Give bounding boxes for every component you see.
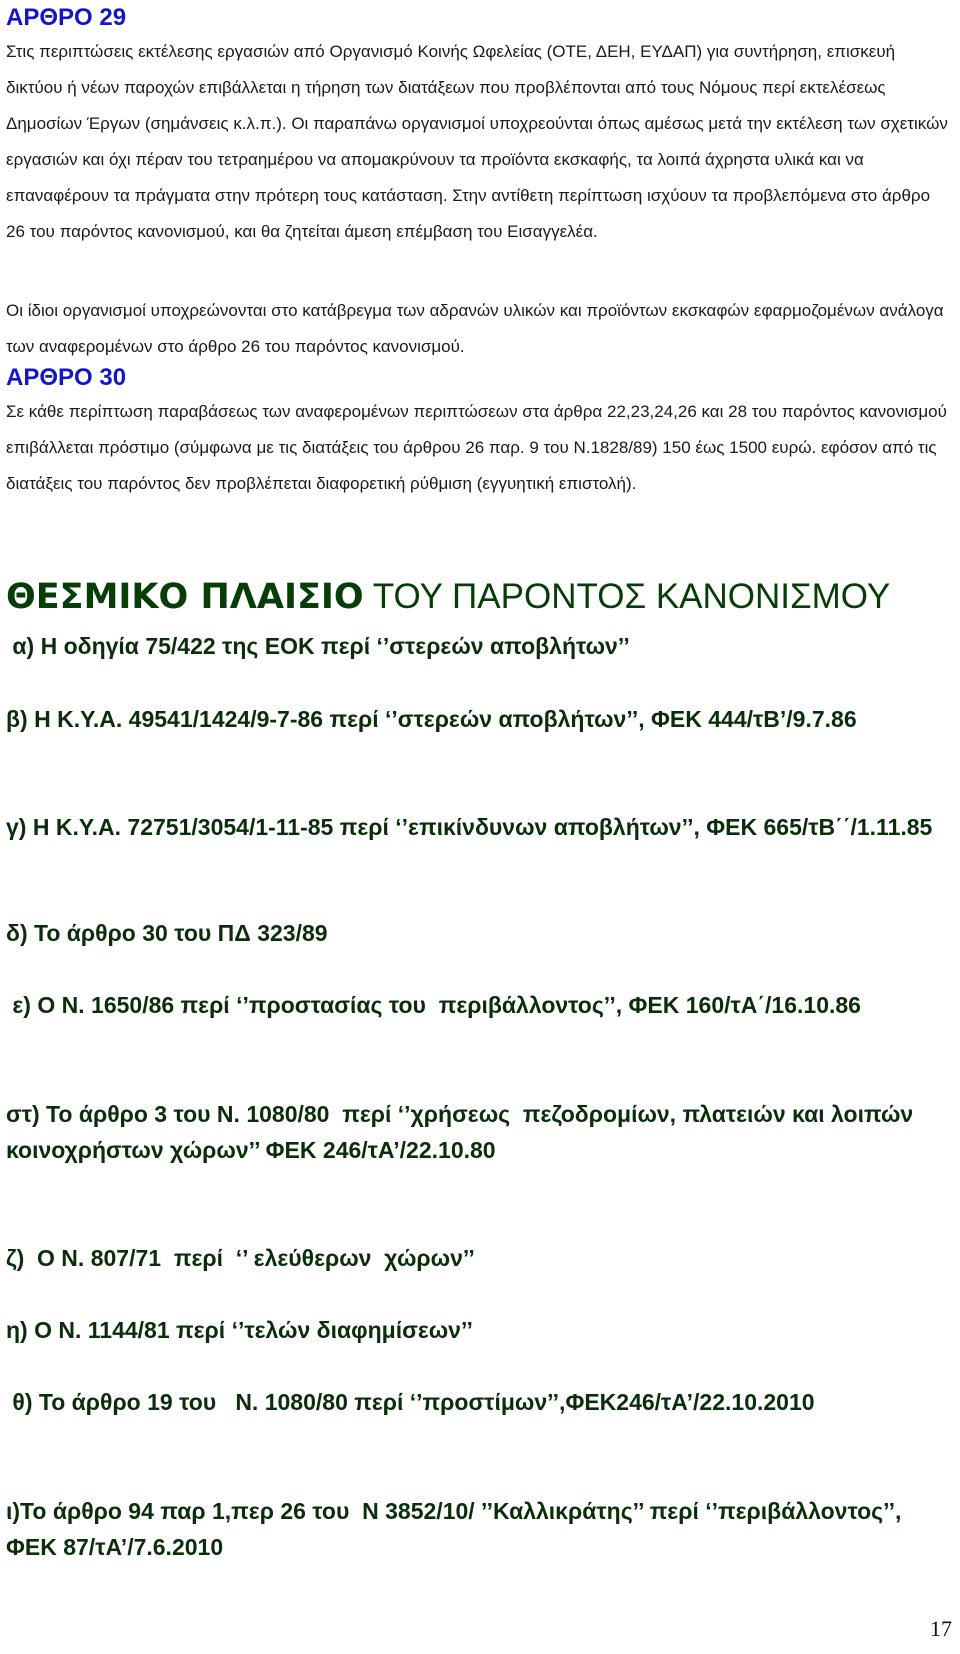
law-item-d: δ) Το άρθρο 30 του ΠΔ 323/89 [6,920,328,946]
law-item-h: η) Ο Ν. 1144/81 περί ‘’τελών διαφημίσεων’’ [6,1317,473,1343]
framework-title-strong: ΘΕΣΜΙΚΟ ΠΛΑΙΣΙΟ [6,577,364,617]
law-item-st: στ) Το άρθρο 3 του Ν. 1080/80 περί ‘’χρήσεως πεζοδρομίων, πλατειών και λοιπών κοινοχρήστων χώρων’’ ΦΕΚ 246/τΑ’/22.10.80 [6,1101,920,1163]
law-item-a: α) Η οδηγία 75/422 της ΕΟΚ περί ‘’στερεών αποβλήτων’’ [6,633,630,659]
law-item-z: ζ) Ο Ν. 807/71 περί ‘’ ελεύθερων χώρων’’ [6,1245,475,1271]
framework-title-rest: ΤΟΥ ΠΑΡΟΝΤΟΣ ΚΑΝΟΝΙΣΜΟΥ [363,577,891,616]
framework-title [6,575,956,619]
article-29-paragraph-2: Οι ίδιοι οργανισμοί υποχρεώνονται στο κατάβρεγμα των αδρανών υλικών και προϊόντων εκσκαφών εφαρμοζομένων ανάλογα των αναφερομένων στο άρθρο 26 του παρόντος κανονισμού. [6,301,944,356]
law-item-b: β) Η Κ.Υ.Α. 49541/1424/9-7-86 περί ‘’στερεών αποβλήτων’’, ΦΕΚ 444/τΒ’/9.7.86 [6,706,857,732]
page-number: 17 [930,1616,952,1641]
law-item-th: θ) Το άρθρο 19 του Ν. 1080/80 περί ‘’προστίμων’’,ΦΕΚ246/τΑ’/22.10.2010 [6,1389,815,1415]
law-item-e: ε) Ο Ν. 1650/86 περί ‘’προστασίας του περιβάλλοντος’’, ΦΕΚ 160/τΑ΄/16.10.86 [6,992,861,1018]
article-30-heading: ΑΡΘΡΟ 30 [6,364,127,391]
article-29-paragraph-1: Στις περιπτώσεις εκτέλεσης εργασιών από Οργανισμό Κοινής Ωφελείας (ΟΤΕ, ΔΕΗ, ΕΥΔΑΠ) για συντήρηση, επισκευή δικτύου ή νέων παροχών επιβάλλεται η τήρηση των διατάξεων που προβλέπονται από τους Νόμους περί εκτελέσεως Δημοσίων Έργων (σημάνσεις κ.λ.π.). Οι παραπάνω οργανισμοί υποχρεούνται όπως αμέσως μετά την εκτέλεση των σχετικών εργασιών και όχι πέραν του τετραημέρου να απομακρύνουν τα προϊόντα εκσκαφής, τα λοιπά άχρηστα υλικά και να επαναφέρουν τα πράγματα στην πρότερη τους κατάσταση. Στην αντίθετη περίπτωση ισχύουν τα προβλεπόμενα στο άρθρο 26 του παρόντος κανονισμού, και θα ζητείται άμεση επέμβαση του Εισαγγελέα. [6,42,948,241]
article-30-paragraph-1: Σε κάθε περίπτωση παραβάσεως των αναφερομένων περιπτώσεων στα άρθρα 22,23,24,26 και 28 του παρόντος κανονισμού επιβάλλεται πρόστιμο (σύμφωνα με τις διατάξεις του άρθρου 26 παρ. 9 του Ν.1828/89) 150 έως 1500 ευρώ. εφόσον από τις διατάξεις του παρόντος δεν προβλέπεται διαφορετική ρύθμιση (εγγυητική επιστολή). [6,402,947,493]
law-item-c: γ) Η Κ.Υ.Α. 72751/3054/1-11-85 περί ‘’επικίνδυνων αποβλήτων’’, ΦΕΚ 665/τΒ΄΄/1.11.85 [6,814,933,840]
law-item-i: ι)Το άρθρο 94 παρ 1,περ 26 του Ν 3852/10/ ’’Καλλικράτης’’ περί ‘’περιβάλλοντος’’, ΦΕΚ 87/τΑ’/7.6.2010 [6,1498,908,1560]
article-29-heading: ΑΡΘΡΟ 29 [6,4,127,31]
